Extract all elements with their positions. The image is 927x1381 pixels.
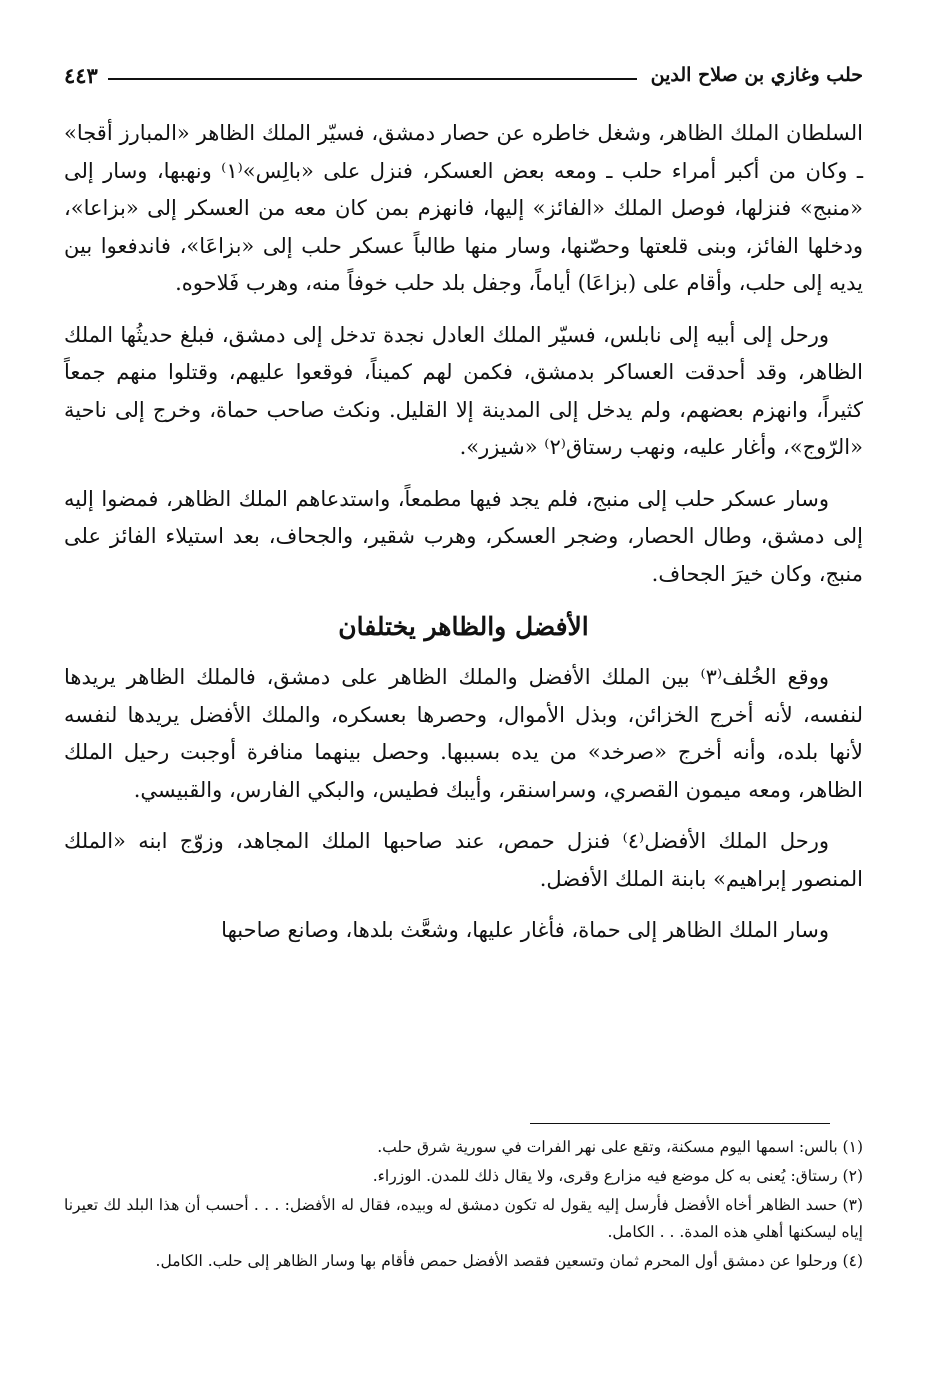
footnote-divider [530,1123,830,1124]
footnote-4: (٤) ورحلوا عن دمشق أول المحرم ثمان وتسعين فقصد الأفضل حمص فأقام بها وسار الظاهر إلى حلب. الكامل. [155,1252,863,1270]
body-text [64,115,863,964]
footnotes [64,1134,863,1277]
paragraph-1: السلطان الملك الظاهر، وشغل خاطره عن حصار دمشق، فسيّر الملك الظاهر «المبارز أقجا» ـ وكان من أكبر أمراء حلب ـ ومعه بعض العسكر، فنزل على «بالِس»⁽١⁾ ونهبها، وسار إلى «منبج» فنزلها، فوصل الملك «الفائز» إليها، فانهزم بمن كان معه من العسكر إلى «بزاعا»، ودخلها الفائز، وبنى قلعتها وحصّنها، وسار منها طالباً عسكر حلب إلى «بزاعَا»، فاندفعوا بين يديه إلى حلب، وأقام على (بزاعَا) أياماً، وجفل بلد حلب خوفاً منه، وهرب فَلاحوه. [64,121,863,295]
header-rule [108,78,637,80]
page-number: ٤٤٣ [64,62,98,88]
running-title: حلب وغازي بن صلاح الدين [650,64,863,86]
paragraph-6: وسار الملك الظاهر إلى حماة، فأغار عليها، وشعَّث بلدها، وصانع صاحبها [221,918,829,942]
paragraph-5: ورحل الملك الأفضل⁽٤⁾ فنزل حمص، عند صاحبها الملك المجاهد، وزوّج ابنه «الملك المنصور إبراهيم» بابنة الملك الأفضل. [64,829,863,891]
paragraph-4: ووقع الخُلف⁽٣⁾ بين الملك الأفضل والملك الظاهر على دمشق، فالملك الظاهر يريدها لنفسه، لأنه أخرج الخزائن، وبذل الأموال، وحصرها بعسكره، والملك الأفضل يريدها لنفسه لأنها بلده، وأنه أخرج «صرخد» من يده بسببها. وحصل بينهما منافرة أوجبت رحيل الملك الظاهر، ومعه ميمون القصري، وسراسنقر، وأيبك فطيس، والبكي الفارس، والقبيسي. [64,665,863,802]
paragraph-3: وسار عسكر حلب إلى منبج، فلم يجد فيها مطمعاً، واستدعاهم الملك الظاهر، فمضوا إليه إلى دمشق، وطال الحصار، وضجر العسكر، وهرب شقير، والجحاف، بعد استيلاء الفائز على منبج، وكان خيرَ الجحاف. [64,486,863,586]
page-header [64,58,863,92]
footnote-3: (٣) حسد الظاهر أخاه الأفضل فأرسل إليه يقول له تكون دمشق له وبيده، فقال له الأفضل: . . . أحسب أن هذا البلد لك تعيرنا إياه ليسكنها أهلي هذه المدة. . . الكامل. [64,1196,863,1241]
section-heading: الأفضل والظاهر يختلفان [338,612,589,641]
footnote-1: (١) بالس: اسمها اليوم مسكنة، وتقع على نهر الفرات في سورية شرق حلب. [377,1138,863,1156]
paragraph-2: ورحل إلى أبيه إلى نابلس، فسيّر الملك العادل نجدة تدخل إلى دمشق، فبلغ حديثُها الملك الظاهر، وقد أحدقت العساكر بدمشق، فكمن لهم كميناً، فوقعوا عليهم، وقتلوا منهم جمعاً كثيراً، وانهزم بعضهم، ولم يدخل إلى المدينة إلا القليل. ونكث صاحب حماة، وخرج إلى ناحية «الرّوج»، وأغار عليه، ونهب رستاق⁽٢⁾ «شيزر». [64,322,863,459]
footnote-2: (٢) رستاق: يُعنى به كل موضع فيه مزارع وقرى، ولا يقال ذلك للمدن. الوزراء. [372,1167,863,1185]
